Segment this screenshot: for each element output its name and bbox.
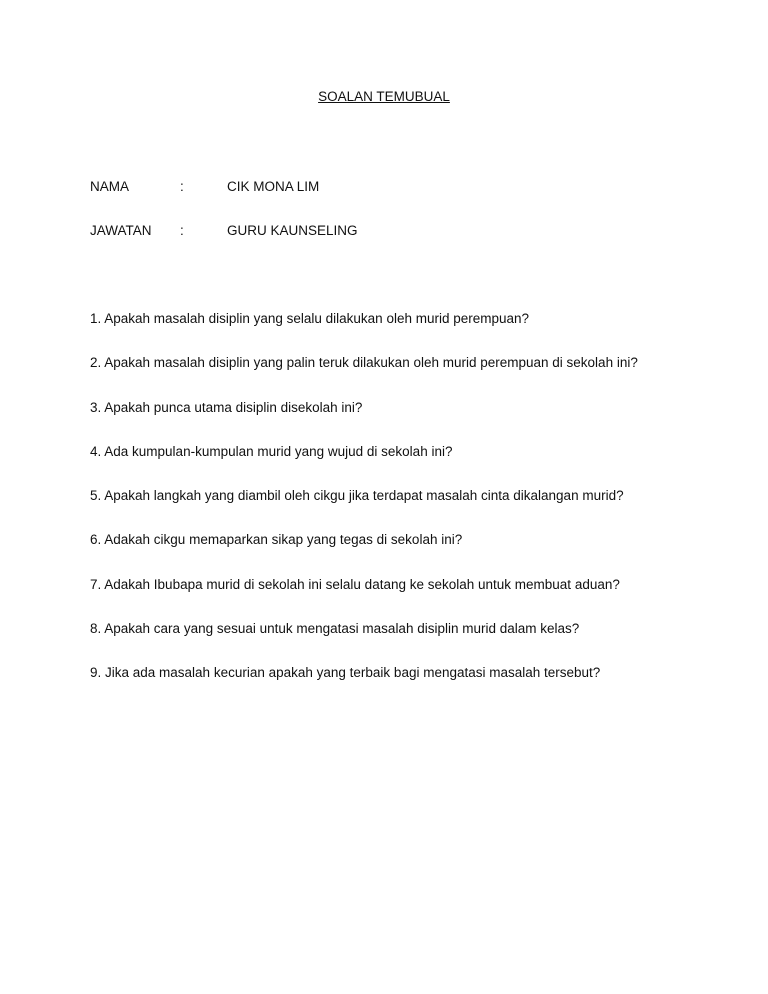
question-item: 2. Apakah masalah disiplin yang palin teruk dilakukan oleh murid perempuan di sekolah ini?: [90, 355, 638, 371]
document-title-text: SOALAN TEMUBUAL: [318, 89, 450, 104]
field-separator-jawatan: :: [180, 223, 184, 238]
question-item: 9. Jika ada masalah kecurian apakah yang terbaik bagi mengatasi masalah tersebut?: [90, 665, 601, 681]
question-item: 5. Apakah langkah yang diambil oleh cikgu jika terdapat masalah cinta dikalangan murid?: [90, 488, 624, 504]
question-item: 4. Ada kumpulan-kumpulan murid yang wujud di sekolah ini?: [90, 443, 453, 459]
question-item: 1. Apakah masalah disiplin yang selalu dilakukan oleh murid perempuan?: [90, 311, 530, 326]
question-item: 7. Adakah Ibubapa murid di sekolah ini selalu datang ke sekolah untuk membuat aduan?: [90, 576, 620, 592]
question-item: 8. Apakah cara yang sesuai untuk mengatasi masalah disiplin murid dalam kelas?: [90, 621, 580, 637]
field-value-jawatan: GURU KAUNSELING: [227, 223, 358, 238]
field-label-jawatan: JAWATAN: [90, 223, 152, 238]
question-item: 6. Adakah cikgu memaparkan sikap yang tegas di sekolah ini?: [90, 532, 463, 548]
question-list: [90, 310, 638, 709]
field-separator-nama: :: [180, 179, 184, 194]
document-title: [0, 89, 768, 104]
question-item: 3. Apakah punca utama disiplin disekolah ini?: [90, 399, 363, 415]
field-label-nama: NAMA: [90, 179, 130, 194]
field-value-nama: CIK MONA LIM: [227, 179, 320, 194]
